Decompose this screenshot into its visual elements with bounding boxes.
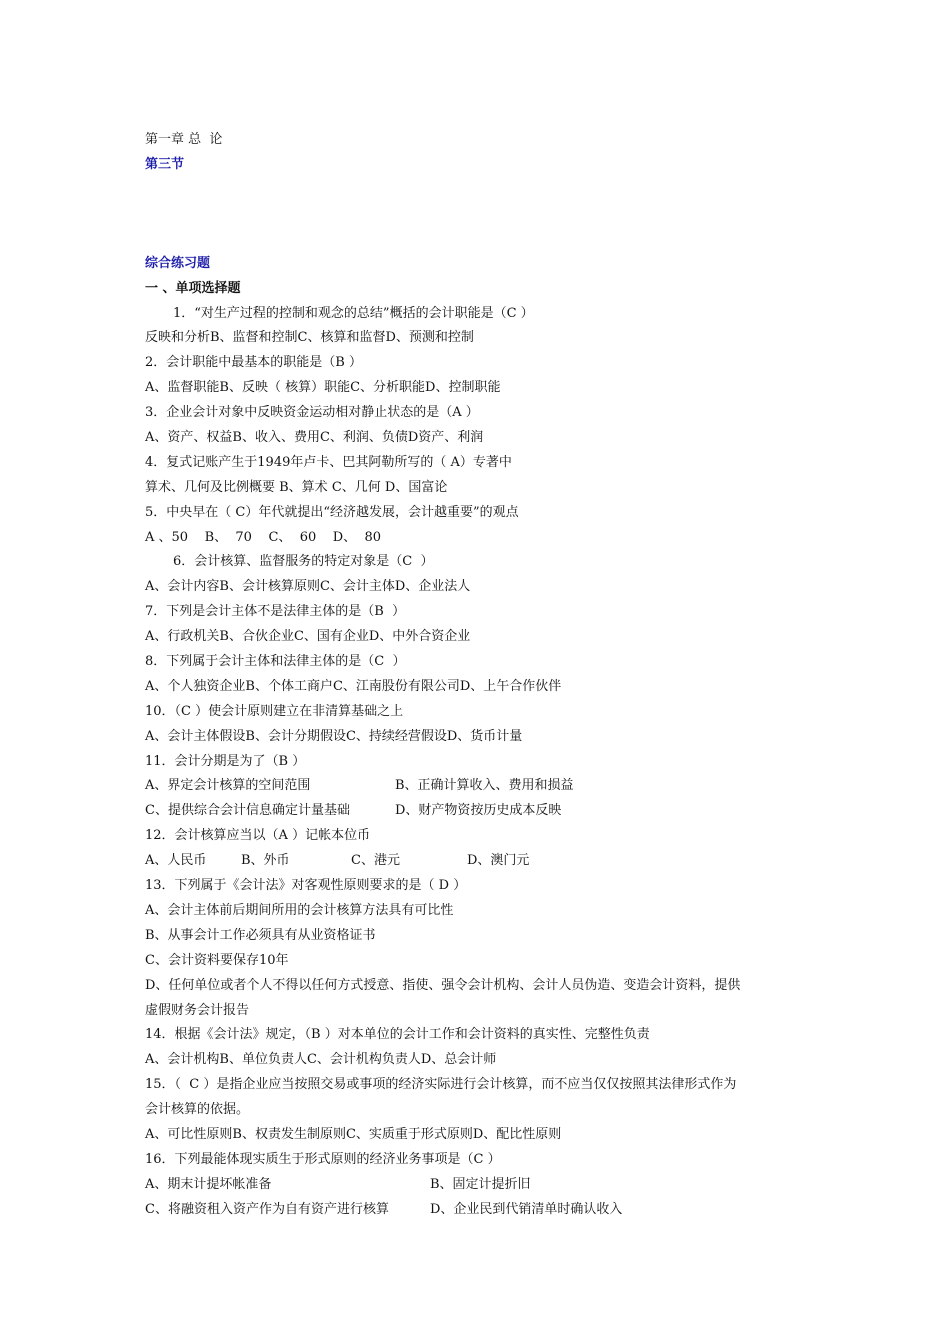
answer-options: A、资产、权益B、收入、费用C、利润、负债D资产、利润 bbox=[145, 430, 484, 446]
question-3: 3．企业会计对象中反映资金运动相对静止状态的是（A ） bbox=[145, 405, 479, 421]
option-c: C、提供综合会计信息确定计量基础 bbox=[145, 803, 350, 819]
answer-options: A、监督职能B、反映（ 核算）职能C、分析职能D、控制职能 bbox=[145, 380, 501, 396]
option-d: D、澳门元 bbox=[467, 853, 530, 869]
answer-options bbox=[145, 1198, 825, 1223]
option-b: B、正确计算收入、费用和损益 bbox=[395, 778, 574, 794]
option-c: C、将融资租入资产作为自有资产进行核算 bbox=[145, 1201, 389, 1217]
question-5: 5．中央早在（ C）年代就提出“经济越发展，会计越重要”的观点 bbox=[145, 504, 519, 520]
question-4: 4．复式记账产生于1949年卢卡、巴其阿勒所写的（ A）专著中 bbox=[145, 454, 512, 470]
question-6: 6．会计核算、监督服务的特定对象是（C ） bbox=[173, 554, 434, 570]
question-8: 8．下列属于会计主体和法律主体的是（C ） bbox=[145, 654, 406, 670]
answer-options: A、会计内容B、会计核算原则C、会计主体D、企业法人 bbox=[145, 579, 471, 595]
question-15: 15．（ C ）是指企业应当按照交易或事项的经济实际进行会计核算，而不应当仅仅按照其法律形式作为 bbox=[145, 1077, 737, 1093]
option-d: D、企业民到代销清单时确认收入 bbox=[430, 1201, 623, 1217]
chapter-title: 第一章 总 论 bbox=[145, 132, 223, 147]
question-13: 13．下列属于《会计法》对客观性原则要求的是（ D ） bbox=[145, 878, 467, 894]
option-d: D、任何单位或者个人不得以任何方式授意、指使、强令会计机构、会计人员伪造、变造会计资料，提供 bbox=[145, 977, 741, 993]
answer-options bbox=[145, 1173, 825, 1198]
answer-options bbox=[145, 774, 825, 799]
answer-options: A、个人独资企业B、个体工商户C、江南股份有限公司D、上午合作伙伴 bbox=[145, 678, 562, 694]
answer-options bbox=[145, 849, 825, 874]
option-c: C、港元 bbox=[351, 853, 400, 869]
answer-options: A、会计主体假设B、会计分期假设C、持续经营假设D、货币计量 bbox=[145, 728, 523, 744]
question-1: 1．“对生产过程的控制和观念的总结”概括的会计职能是（C ） bbox=[173, 305, 534, 321]
option-a: A、期末计提坏帐准备 bbox=[145, 1176, 272, 1192]
option-b: B、固定计提折旧 bbox=[430, 1176, 531, 1192]
section-title: 第三节 bbox=[145, 156, 185, 172]
answer-options: 反映和分析B、监督和控制C、核算和监督D、预测和控制 bbox=[145, 330, 474, 346]
option-a: A、会计主体前后期间所用的会计核算方法具有可比性 bbox=[145, 902, 454, 918]
answer-options: 算术、几何及比例概要 B、算术 C、几何 D、国富论 bbox=[145, 479, 448, 495]
spacer bbox=[145, 178, 825, 252]
answer-options: A、可比性原则B、权责发生制原则C、实质重于形式原则D、配比性原则 bbox=[145, 1126, 562, 1142]
question-11: 11．会计分期是为了（B ） bbox=[145, 753, 306, 769]
option-a: A、界定会计核算的空间范围 bbox=[145, 778, 311, 794]
question-15-continued: 会计核算的依据。 bbox=[145, 1102, 250, 1118]
question-10: 10．（C ）使会计原则建立在非清算基础之上 bbox=[145, 703, 404, 719]
part-title: 一 、单项选择题 bbox=[145, 280, 241, 296]
question-14: 14．根据《会计法》规定，（B ）对本单位的会计工作和会计资料的真实性、完整性负责 bbox=[145, 1027, 650, 1043]
question-2: 2．会计职能中最基本的职能是（B ） bbox=[145, 355, 362, 371]
document-page bbox=[145, 128, 825, 1223]
question-7: 7．下列是会计主体不是法律主体的是（B ） bbox=[145, 604, 406, 620]
answer-options: A、行政机关B、合伙企业C、国有企业D、中外合资企业 bbox=[145, 629, 471, 645]
answer-options: A 、50 B、 70 C、 60 D、 80 bbox=[145, 529, 381, 545]
option-b: B、从事会计工作必须具有从业资格证书 bbox=[145, 927, 376, 943]
option-d-continued: 虚假财务会计报告 bbox=[145, 1002, 250, 1018]
question-12: 12．会计核算应当以（A ）记帐本位币 bbox=[145, 828, 371, 844]
option-c: C、会计资料要保存10年 bbox=[145, 952, 289, 968]
option-b: B、外币 bbox=[241, 853, 290, 869]
option-d: D、财产物资按历史成本反映 bbox=[395, 803, 562, 819]
answer-options: A、会计机构B、单位负责人C、会计机构负责人D、总会计师 bbox=[145, 1052, 497, 1068]
answer-options bbox=[145, 799, 825, 824]
question-16: 16．下列最能体现实质生于形式原则的经济业务事项是（C ） bbox=[145, 1151, 501, 1167]
option-a: A、人民币 bbox=[145, 853, 207, 869]
exercise-title: 综合练习题 bbox=[145, 255, 211, 271]
